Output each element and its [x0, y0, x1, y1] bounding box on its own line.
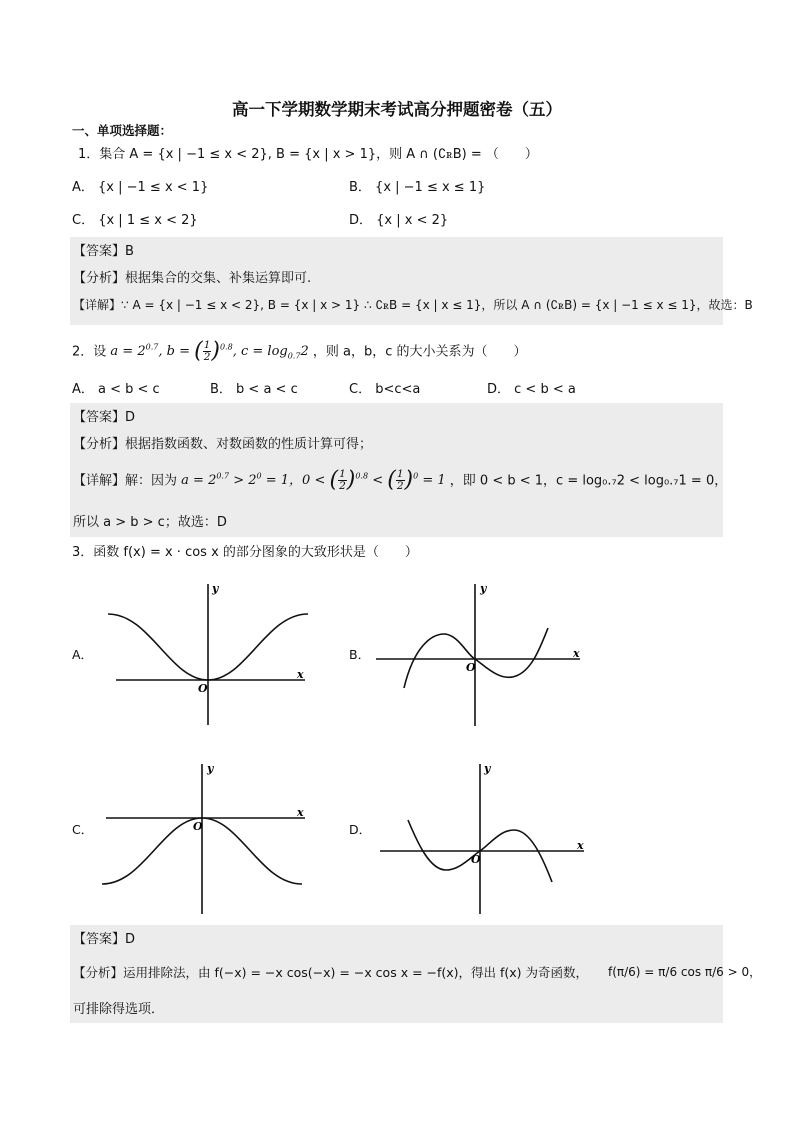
graph-a-origin: O [198, 682, 208, 695]
q1-stem: 1．集合 A = {x | −1 ≤ x < 2}, B = {x | x > 1}，则 A ∩ (∁ꭱB) = （ ） [78, 147, 538, 162]
graph-b-y-label: y [480, 582, 487, 595]
q3-analysis-conclusion: 可排除得选项． [73, 1002, 165, 1017]
q3-answer-box [70, 925, 762, 1023]
q3-answer: 【答案】D [73, 932, 136, 947]
graph-d-y-label: y [484, 762, 491, 775]
q3-stem: 3．函数 f(x) = x · cos x 的部分图象的大致形状是（ ） [72, 545, 418, 560]
q2-option-d: D． c < b < a [487, 382, 576, 397]
q2-detail-prefix: 【详解】解：因为 [73, 473, 178, 489]
q1-detail: 【详解】∵ A = {x | −1 ≤ x < 2}, B = {x | x > 1} ∴ ∁ꭱB = {x | x ≤ 1}，所以 A ∩ (∁ꭱB) = {x | −1 ≤ x ≤ 1}，故选：B [73, 298, 753, 312]
graph-b-curve [404, 628, 548, 688]
q3-analysis: 【分析】运用排除法，由 f(−x) = −x cos(−x) = −x cos x = −f(x)，得出 f(x) 为奇函数， [73, 965, 589, 980]
graph-d-origin: O [471, 853, 481, 866]
graph-b-origin: O [466, 661, 476, 674]
q1-option-c: C． {x | 1 ≤ x < 2} [72, 213, 198, 228]
graph-b [370, 578, 590, 730]
q2-answer-box [70, 403, 728, 537]
q2-stem-prefix: 2．设 [72, 344, 107, 360]
q3-analysis-tail: f(π/6) = π/6 cos π/6 > 0， [608, 965, 762, 979]
graph-d-x-label: x [577, 839, 584, 852]
q3-label-a: A． [72, 647, 94, 662]
q2-analysis: 【分析】根据指数函数、对数函数的性质计算可得； [73, 437, 373, 452]
graph-d [376, 758, 596, 918]
graph-b-x-label: x [573, 647, 580, 660]
q3-label-d: D． [349, 822, 372, 837]
q2-option-c: C． b<c<a [349, 382, 421, 397]
q3-label-b: B． [349, 647, 371, 662]
q2-answer: 【答案】D [73, 410, 136, 425]
q2-stem-suffix: ，则 a，b，c 的大小关系为（ ） [312, 344, 527, 360]
section-heading: 一、单项选择题： [72, 123, 173, 138]
q1-option-d: D． {x | x < 2} [349, 213, 449, 228]
q1-option-b: B． {x | −1 ≤ x ≤ 1} [349, 180, 486, 195]
q1-answer-box [70, 237, 753, 325]
graph-a-x-label: x [297, 668, 304, 681]
q2-detail [73, 459, 727, 495]
q2-option-b: B． b < a < c [210, 382, 298, 397]
q1-answer: 【答案】B [73, 244, 134, 259]
q1-analysis: 【分析】根据集合的交集、补集运算即可. [73, 271, 312, 286]
q2-detail-suffix: ，即 0 < b < 1，c = log₀.₇2 < log₀.₇1 = 0， [449, 473, 728, 489]
page-title: 高一下学期数学期末考试高分押题密卷（五） [232, 100, 562, 119]
q2-option-a: A． a < b < c [72, 382, 160, 397]
q3-label-c: C． [72, 822, 94, 837]
q2-stem [72, 332, 527, 364]
q2-detail-formula: $a = 2^{0.7} > 2^0 = 1$，0 < ( $\frac{1}{2}$ )$^{0.8}$ < ( $\frac{1}{2}$ )$^0$ = 1 [181, 467, 446, 493]
graph-a-y-label: y [212, 582, 219, 595]
graph-c [100, 758, 320, 918]
q2-formula: $a = 2^{0.7}$, b = ( $\frac{1}{2}$ )$^{0.8}$, $c = \log_{0.7}2$ [110, 338, 309, 364]
graph-a [100, 578, 320, 730]
graph-c-y-label: y [207, 762, 214, 775]
graph-c-origin: O [193, 820, 203, 833]
graph-c-x-label: x [297, 806, 304, 819]
q2-detail-conclusion: 所以 a > b > c；故选：D [73, 515, 227, 530]
q1-option-a: A． {x | −1 ≤ x < 1} [72, 180, 209, 195]
